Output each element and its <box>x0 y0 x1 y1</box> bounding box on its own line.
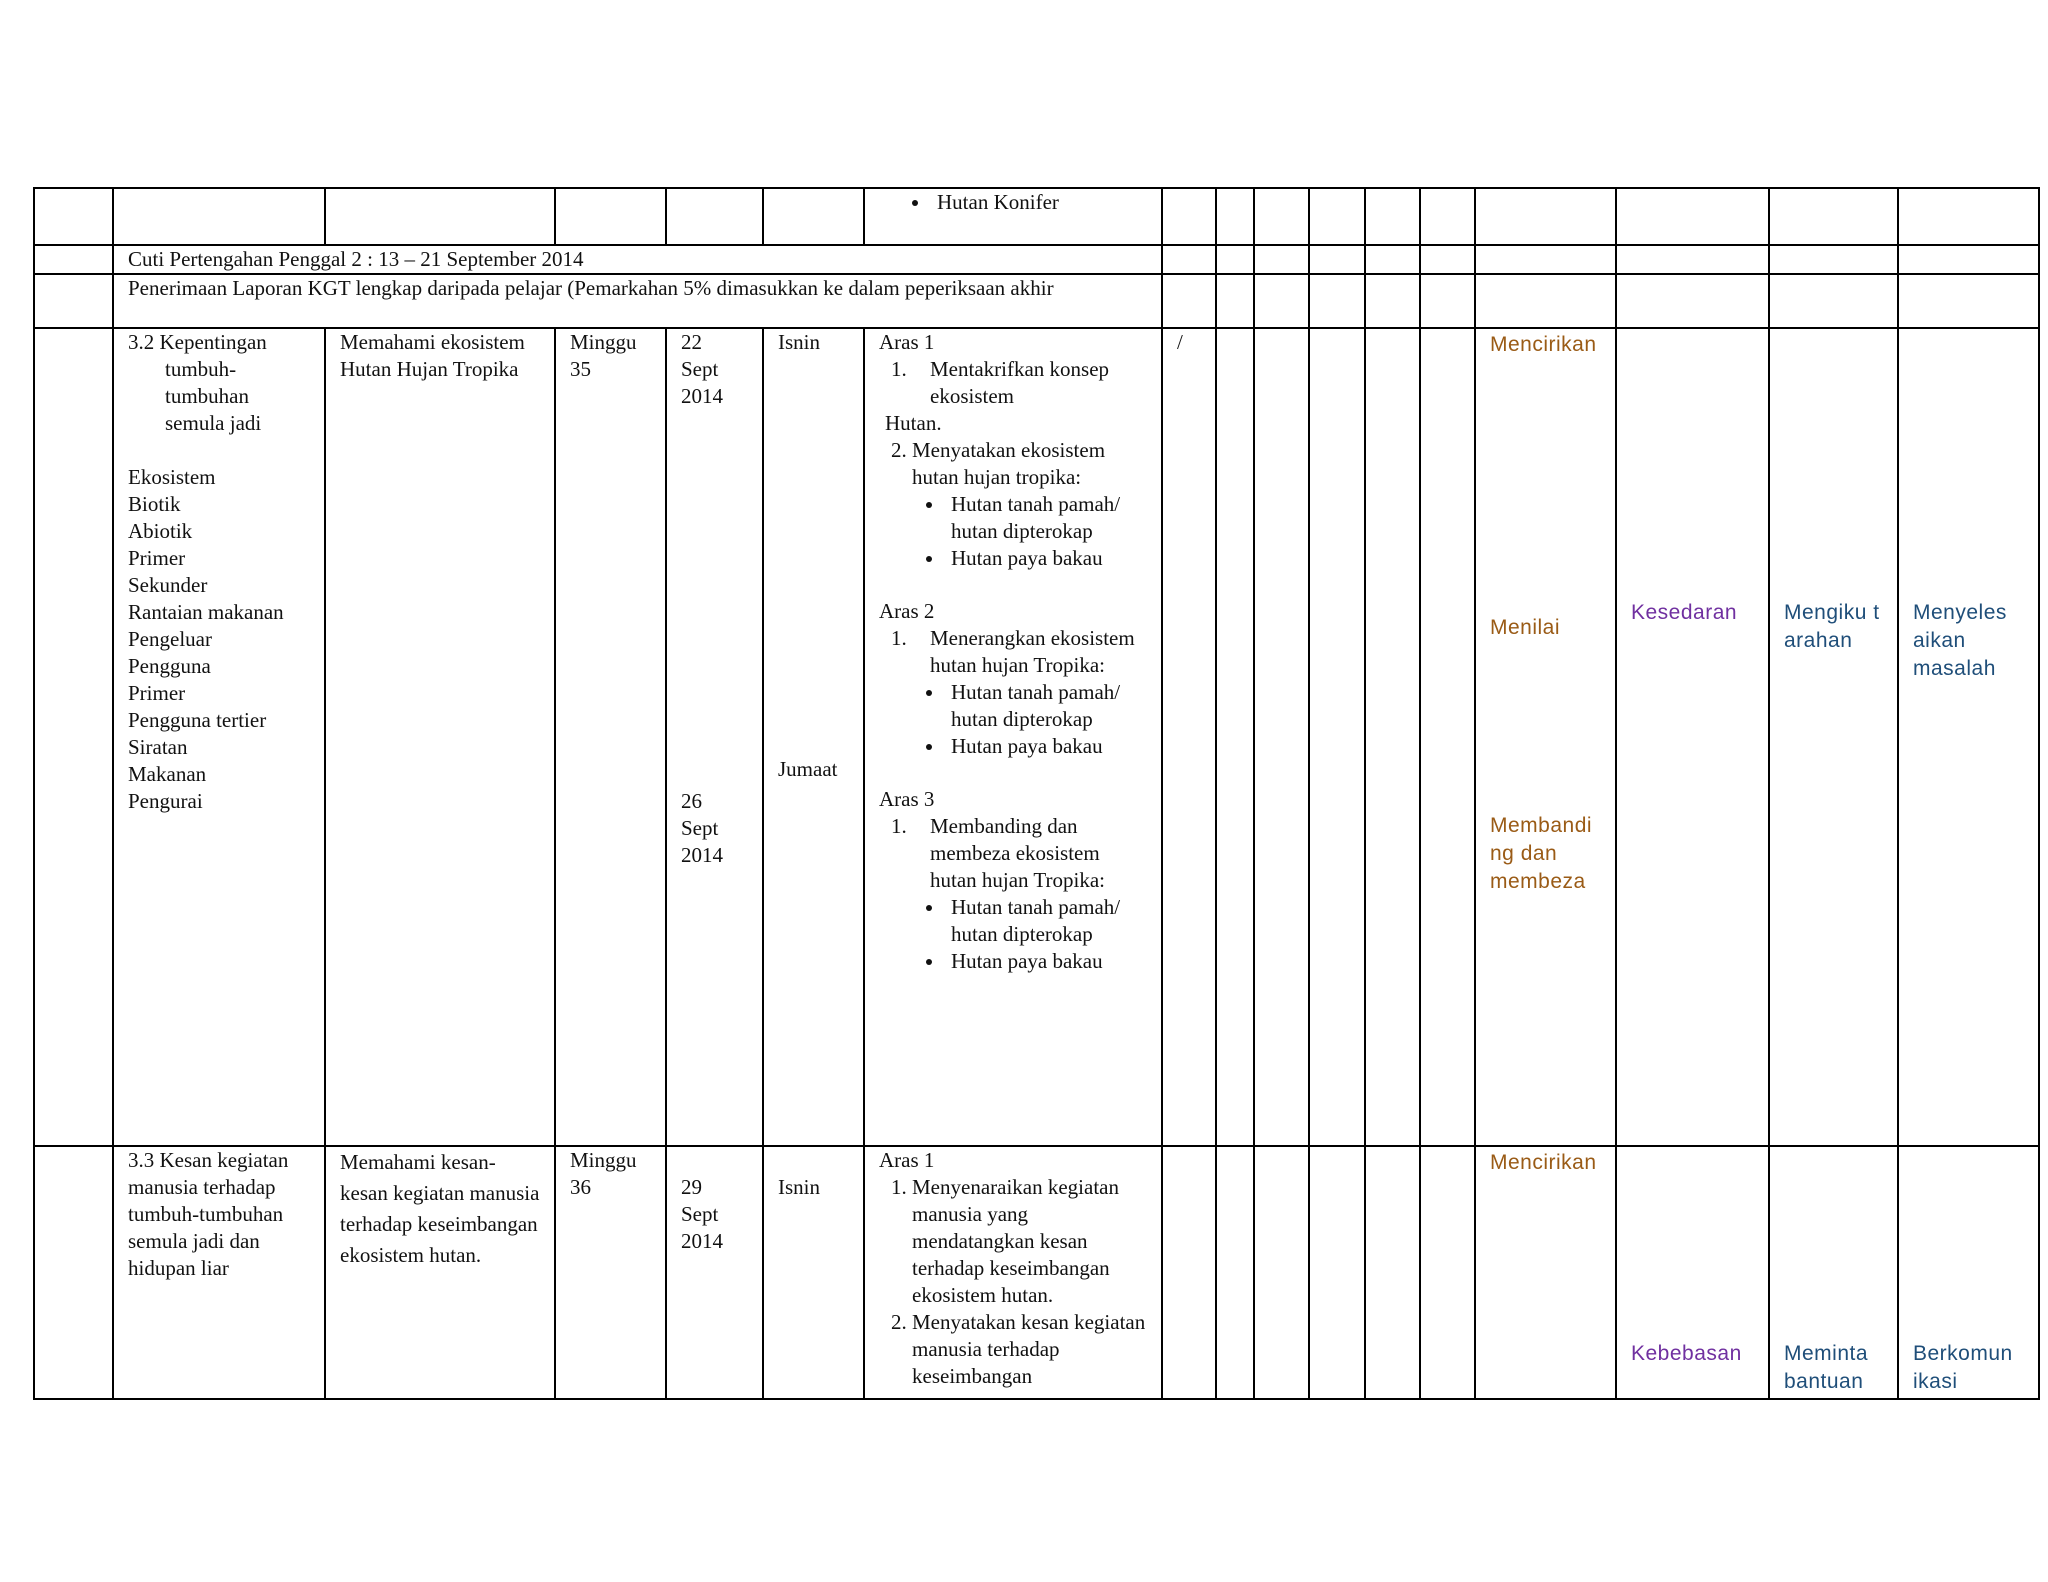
day-end: Jumaat <box>778 757 838 781</box>
topic-cell <box>113 328 325 1146</box>
topic-text: 3.3 Kesan kegiatan manusia terhadap tumbuh-tumbuhan semula jadi dan hidupan liar <box>128 1148 289 1280</box>
date-month: Sept <box>681 816 719 840</box>
kemahiran-text: Meminta bantuan <box>1784 1342 1869 1393</box>
list-item: 2. Menyatakan kesan kegiatan manusia terhadap keseimbangan <box>912 1309 1147 1390</box>
aras-list <box>879 813 1147 894</box>
insaniah-cell <box>1898 1146 2039 1399</box>
aras-list <box>879 437 1147 491</box>
aras-list <box>879 356 1147 410</box>
aras-heading: Aras 1 <box>879 1148 935 1172</box>
aras-tail: Hutan. <box>885 411 942 435</box>
bullet-list <box>879 679 1147 760</box>
holiday-note: Cuti Pertengahan Penggal 2 : 13 – 21 September 2014 <box>128 247 584 271</box>
kbat-cell <box>1475 328 1616 1146</box>
table-row-3-3 <box>34 1146 2039 1399</box>
list-item: 2. Menyatakan ekosistem hutan hujan tropika: <box>912 437 1147 491</box>
day-cell <box>763 328 864 1146</box>
kemahiran-text: Mengiku t arahan <box>1784 601 1880 652</box>
kbat-item: Menilai <box>1490 616 1561 639</box>
term-item: Sekunder <box>128 573 208 597</box>
week-label: Minggu <box>570 1148 637 1172</box>
insaniah-text: Menyeles aikan masalah <box>1913 601 2007 680</box>
term-item: Biotik <box>128 492 181 516</box>
aras-list <box>879 625 1147 679</box>
list-item: 1. Menyenaraikan kegiatan manusia yang mendatangkan kesan terhadap keseimbangan ekosistem hutan. <box>912 1174 1147 1309</box>
kbat-item: Membandi ng dan membeza <box>1490 814 1593 893</box>
date-year: 2014 <box>681 843 723 867</box>
nilai-text: Kebebasan <box>1631 1342 1742 1365</box>
objective-cell <box>325 328 555 1146</box>
term-item: Pengurai <box>128 789 203 813</box>
aras-heading: Aras 2 <box>879 599 935 623</box>
week-cell <box>555 328 666 1146</box>
table-row-continuation <box>34 188 2039 245</box>
term-item: Primer <box>128 681 186 705</box>
nilai-text: Kesedaran <box>1631 601 1738 624</box>
date-month: Sept <box>681 357 719 381</box>
bullet-list <box>879 491 1147 572</box>
term-item: Makanan <box>128 762 207 786</box>
topic-title-line: tumbuh- <box>165 357 237 381</box>
date-day: 29 <box>681 1175 702 1199</box>
list-item: • Hutan paya bakau <box>945 948 1147 975</box>
activity-cell <box>864 328 1162 1146</box>
date-day: 22 <box>681 330 702 354</box>
kbat-item: Mencirikan <box>1490 1151 1597 1174</box>
topic-cell <box>113 1146 325 1399</box>
nilai-cell <box>1616 328 1769 1146</box>
table-row-laporan <box>34 274 2039 328</box>
date-year: 2014 <box>681 1229 723 1253</box>
bullet-list <box>879 894 1147 975</box>
week-number: 35 <box>570 357 591 381</box>
topic-title-line: semula jadi <box>165 411 262 435</box>
week-number: 36 <box>570 1175 591 1199</box>
objective-text: Memahami ekosistem Hutan Hujan Tropika <box>340 330 525 381</box>
kemahiran-cell <box>1769 1146 1898 1399</box>
nilai-cell <box>1616 1146 1769 1399</box>
list-item: 1. Mentakrifkan konsep ekosistem <box>912 356 1147 410</box>
kbat-item: Mencirikan <box>1490 333 1597 356</box>
term-item: Rantaian makanan <box>128 600 284 624</box>
list-item: • Hutan tanah pamah/ hutan dipterokap <box>945 679 1147 733</box>
week-cell <box>555 1146 666 1399</box>
objective-text: Memahami kesan-kesan kegiatan manusia terhadap keseimbangan ekosistem hutan. <box>340 1150 540 1267</box>
date-cell <box>666 1146 763 1399</box>
report-note: Penerimaan Laporan KGT lengkap daripada pelajar (Pemarkahan 5% dimasukkan ke dalam peperiksaan akhir <box>128 276 1054 300</box>
date-year: 2014 <box>681 384 723 408</box>
kemahiran-cell <box>1769 328 1898 1146</box>
check-cell <box>1162 328 1216 1146</box>
topic-title-line: tumbuhan <box>165 384 249 408</box>
list-item: • Hutan Konifer <box>931 189 1147 216</box>
term-item: Abiotik <box>128 519 193 543</box>
aras-list <box>879 1174 1147 1390</box>
list-item: • Hutan tanah pamah/ hutan dipterokap <box>945 491 1147 545</box>
check-mark: / <box>1177 330 1183 354</box>
term-item: Primer <box>128 546 186 570</box>
bullet-list <box>865 189 1147 216</box>
aras-heading: Aras 3 <box>879 787 935 811</box>
date-cell <box>666 328 763 1146</box>
date-day: 26 <box>681 789 702 813</box>
activity-cell <box>864 1146 1162 1399</box>
list-item: • Hutan paya bakau <box>945 733 1147 760</box>
table-row-3-2 <box>34 328 2039 1146</box>
term-item: Siratan <box>128 735 188 759</box>
list-item: • Hutan tanah pamah/ hutan dipterokap <box>945 894 1147 948</box>
aras-heading: Aras 1 <box>879 330 935 354</box>
day-start: Isnin <box>778 1175 820 1199</box>
day-start: Isnin <box>778 330 820 354</box>
objective-cell <box>325 1146 555 1399</box>
kbat-cell <box>1475 1146 1616 1399</box>
term-item: Pengguna tertier <box>128 708 267 732</box>
term-item: Pengeluar <box>128 627 212 651</box>
list-item: • Hutan paya bakau <box>945 545 1147 572</box>
week-label: Minggu <box>570 330 637 354</box>
term-item: Pengguna <box>128 654 211 678</box>
day-cell <box>763 1146 864 1399</box>
term-item: Ekosistem <box>128 465 216 489</box>
date-month: Sept <box>681 1202 719 1226</box>
insaniah-text: Berkomun ikasi <box>1913 1342 2013 1393</box>
lesson-plan-table <box>33 187 2040 1400</box>
list-item: 1. Membanding dan membeza ekosistem hutan hujan Tropika: <box>912 813 1147 894</box>
topic-title: 3.2 Kepentingan <box>128 330 267 354</box>
list-item: 1. Menerangkan ekosistem hutan hujan Tropika: <box>912 625 1147 679</box>
insaniah-cell <box>1898 328 2039 1146</box>
table-row-cuti <box>34 245 2039 274</box>
